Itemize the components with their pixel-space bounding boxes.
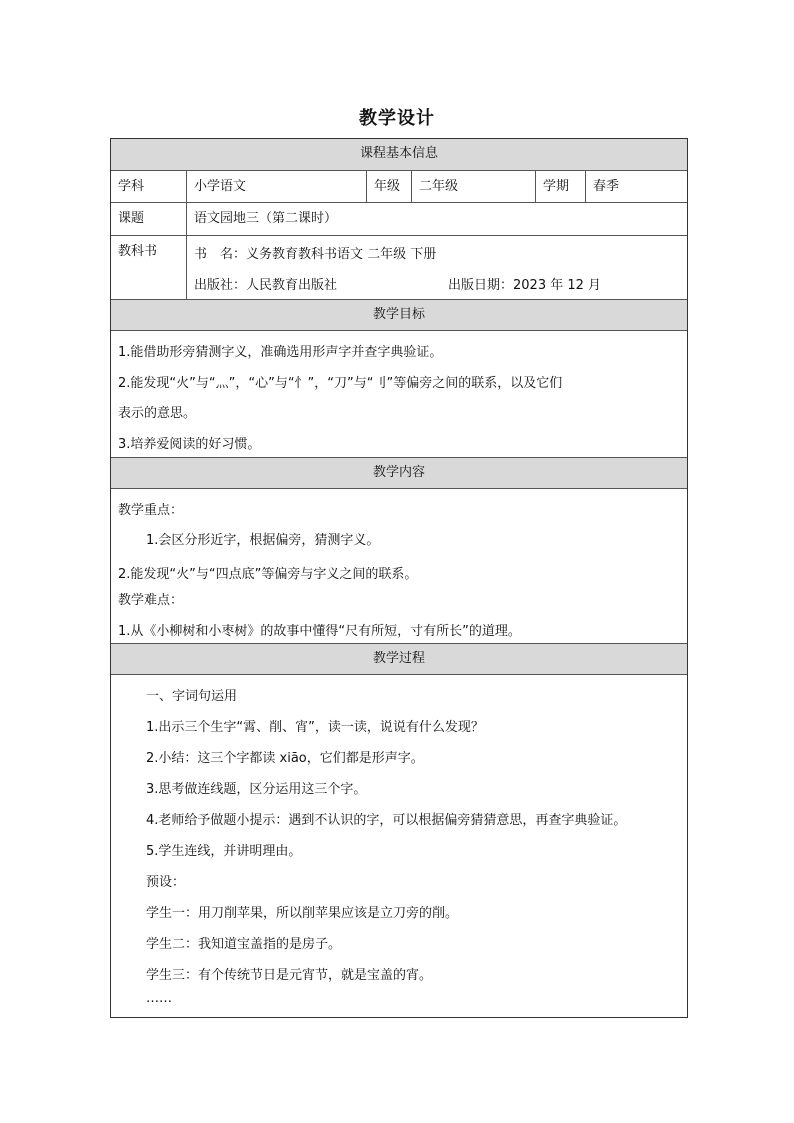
textbook-label: 教科书 bbox=[118, 244, 158, 259]
difficulty-label: 教学难点： bbox=[118, 593, 184, 608]
term-value: 春季 bbox=[585, 171, 687, 202]
topic-label: 课题 bbox=[118, 211, 145, 226]
content-header: 教学内容 bbox=[111, 457, 687, 488]
grade-value: 二年级 bbox=[411, 171, 535, 202]
grade-label: 年级 bbox=[366, 171, 411, 202]
publication-date: 出版日期：2023 年 12 月 bbox=[448, 278, 602, 293]
goal-line: 2.能发现“火”与“灬”，“心”与“忄”，“刀”与“刂”等偏旁之间的联系，以及它们 bbox=[118, 376, 563, 391]
publisher: 出版社：人民教育出版社 bbox=[194, 278, 338, 293]
goals-section bbox=[111, 330, 687, 457]
subject-value: 小学语文 bbox=[186, 171, 366, 202]
process-line: 4.老师给予做题小提示：遇到不认识的字，可以根据偏旁猜猜意思，再查字典验证。 bbox=[146, 813, 627, 828]
book-name: 书 名：义务教育教科书语文 二年级 下册 bbox=[194, 247, 437, 262]
subject-label: 学科 bbox=[118, 179, 145, 194]
process-section bbox=[111, 674, 687, 1017]
process-line: 2.小结：这三个字都读 xiāo，它们都是形声字。 bbox=[146, 751, 424, 766]
textbook-row bbox=[111, 235, 687, 299]
subject-row bbox=[111, 170, 687, 202]
difficulty-line: 1.从《小柳树和小枣树》的故事中懂得“尺有所短，寸有所长”的道理。 bbox=[118, 624, 521, 639]
basic-info-header: 课程基本信息 bbox=[111, 139, 687, 170]
textbook-info bbox=[186, 236, 687, 299]
process-line: 学生一：用刀削苹果，所以削苹果应该是立刀旁的削。 bbox=[146, 906, 459, 921]
process-line: 学生二：我知道宝盖指的是房子。 bbox=[146, 937, 342, 952]
process-line: 预设： bbox=[146, 875, 186, 890]
process-line: 一、字词句运用 bbox=[146, 689, 238, 704]
process-line: 1.出示三个生字“霄、削、宵”，读一读，说说有什么发现？ bbox=[146, 720, 484, 735]
content-section bbox=[111, 488, 687, 643]
process-line: 学生三：有个传统节日是元宵节，就是宝盖的宵。 bbox=[146, 968, 433, 983]
document-title: 教学设计 bbox=[359, 108, 435, 129]
lesson-plan-table bbox=[110, 138, 688, 1018]
process-line: 5.学生连线，并讲明理由。 bbox=[146, 844, 302, 859]
term-label: 学期 bbox=[535, 171, 585, 202]
key-point-line: 1.会区分形近字，根据偏旁，猜测字义。 bbox=[146, 533, 380, 548]
process-line: …… bbox=[146, 991, 172, 1006]
key-point-line: 2.能发现“火”与“四点底”等偏旁与字义之间的联系。 bbox=[118, 567, 418, 582]
goal-line: 表示的意思。 bbox=[118, 406, 197, 421]
process-header: 教学过程 bbox=[111, 643, 687, 674]
key-points-label: 教学重点： bbox=[118, 503, 184, 518]
process-line: 3.思考做连线题，区分运用这三个字。 bbox=[146, 782, 367, 797]
goal-line: 3.培养爱阅读的好习惯。 bbox=[118, 437, 261, 452]
goal-line: 1.能借助形旁猜测字义，准确选用形声字并查字典验证。 bbox=[118, 345, 443, 360]
topic-value: 语文园地三（第二课时） bbox=[186, 203, 687, 235]
topic-row bbox=[111, 202, 687, 235]
goals-header: 教学目标 bbox=[111, 299, 687, 330]
